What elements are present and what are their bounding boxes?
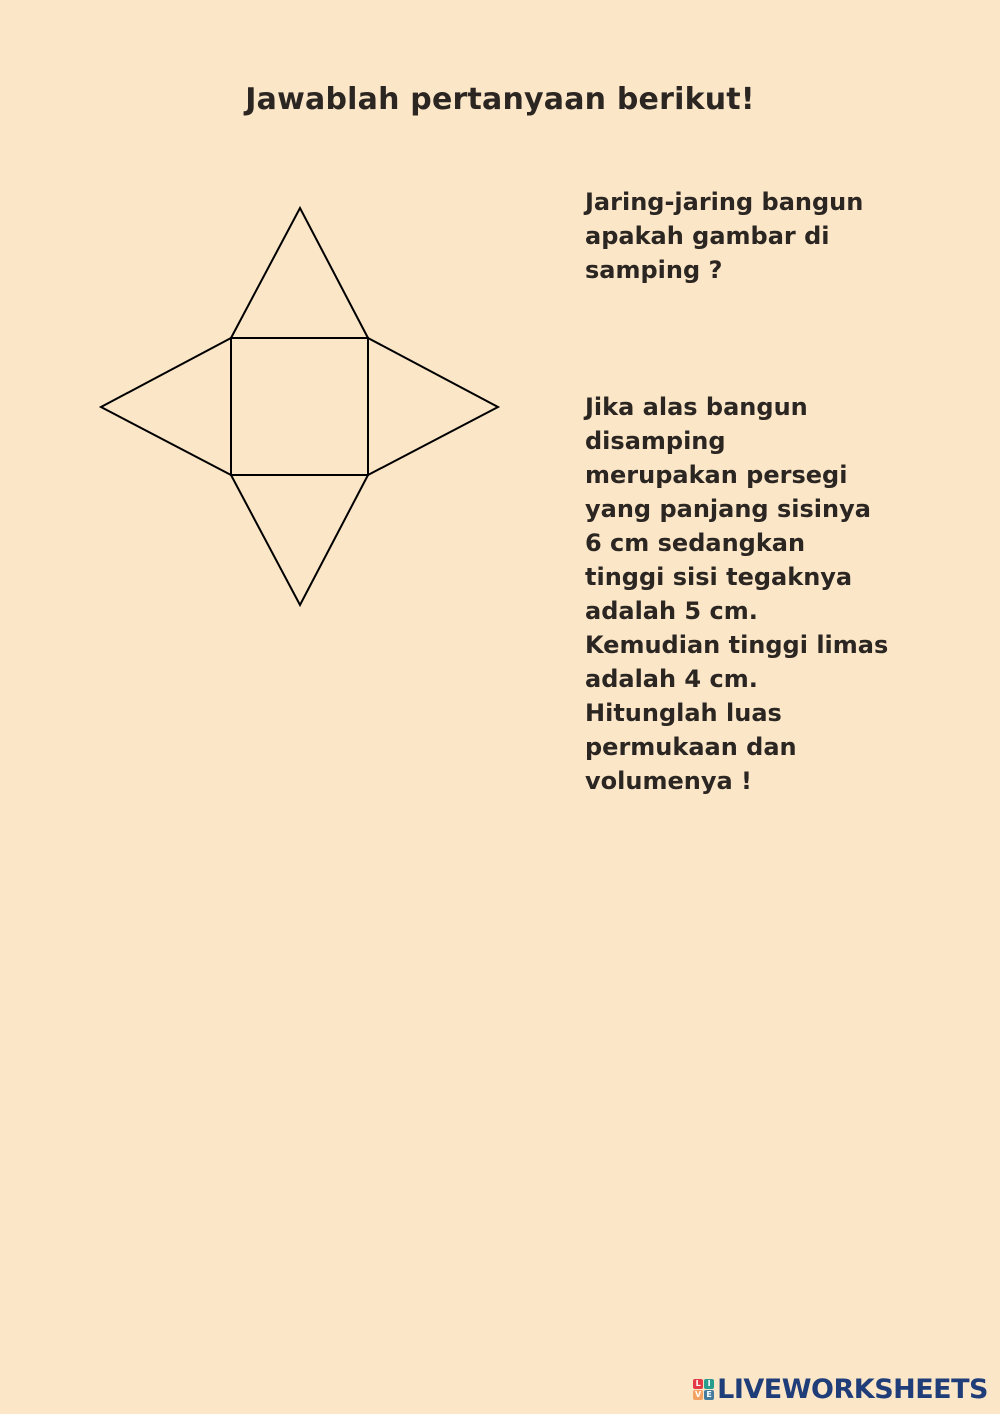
- net-left-triangle: [101, 338, 231, 475]
- pyramid-net-icon: [98, 204, 502, 608]
- logo-brand-text: LIVEWORKSHEETS: [717, 1373, 988, 1405]
- logo-letter-e: E: [704, 1390, 714, 1400]
- net-top-triangle: [231, 208, 368, 338]
- net-right-triangle: [368, 338, 498, 475]
- question-1-text: Jaring-jaring bangun apakah gambar di samping ?: [585, 188, 864, 284]
- net-bottom-triangle: [231, 475, 368, 605]
- page-title: Jawablah pertanyaan berikut!: [245, 82, 755, 117]
- liveworksheets-logo[interactable]: [693, 1372, 988, 1406]
- logo-letter-l: L: [693, 1379, 703, 1389]
- logo-mark-icon: [693, 1379, 714, 1400]
- logo-letter-i: I: [704, 1379, 714, 1389]
- question-2-text: Jika alas bangun disamping merupakan persegi yang panjang sisinya 6 cm sedangkan tinggi sisi tegaknya adalah 5 cm. Kemudian tinggi limas adalah 4 cm. Hitunglah luas permukaan dan volumenya !: [585, 393, 889, 795]
- net-base-square: [231, 338, 368, 475]
- logo-letter-v: V: [695, 1389, 702, 1399]
